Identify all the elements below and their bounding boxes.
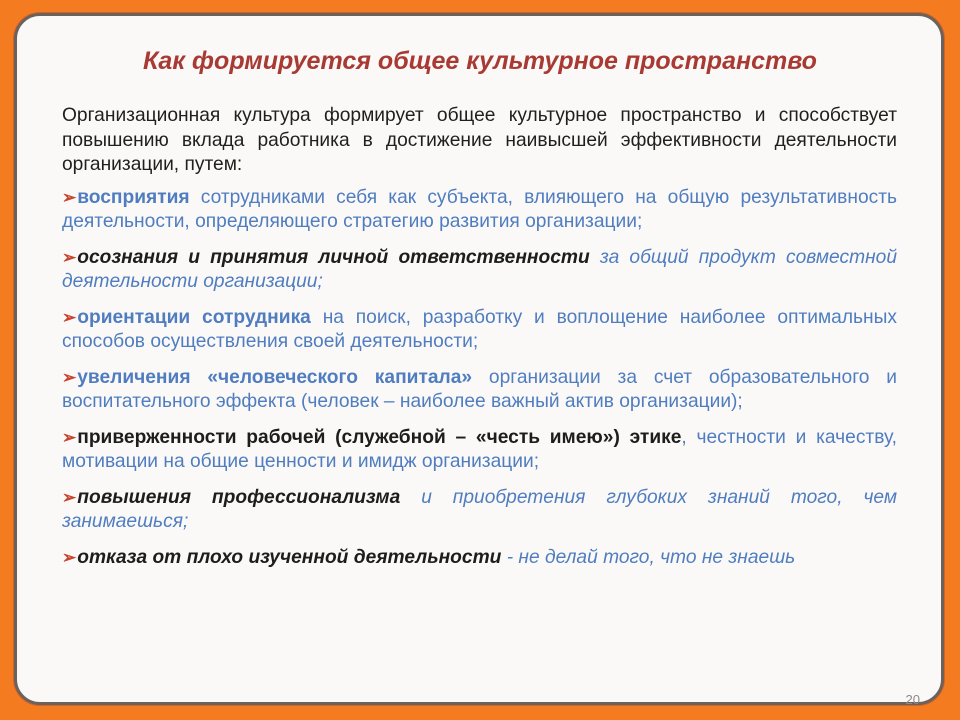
intro-paragraph: Организационная культура формирует общее культурное пространство и способствует повышению вклада работника в достижение наивысшей эффективности деятельности организации, путем: [62, 105, 897, 175]
list-item [62, 306, 897, 355]
page-number: 20 [905, 692, 920, 707]
item-text: на поиск, разработку и воплощение наиболее оптимальных способов осуществления своей деятельности; [62, 306, 897, 352]
bullet-arrow-icon: ➢ [62, 187, 77, 207]
item-key: увеличения «человеческого капитала» [77, 366, 473, 388]
item-key: осознания и принятия личной ответственности [77, 246, 590, 268]
item-key: приверженности рабочей (служебной – «честь имею») этике [77, 426, 682, 448]
bullet-arrow-icon: ➢ [62, 247, 77, 267]
item-key: ориентации сотрудника [77, 306, 311, 328]
bullet-arrow-icon: ➢ [62, 307, 77, 327]
slide-content [62, 104, 897, 581]
list-item [62, 486, 897, 535]
list-item [62, 366, 897, 415]
item-text: сотрудниками себя как субъекта, влияющего на общую результативность деятельности, определяющего стратегию развития организации; [62, 186, 897, 232]
item-key: отказа от плохо изученной деятельности [77, 546, 502, 568]
item-text: организации за счет образовательного и воспитательного эффекта (человек – наиболее важный актив организации); [62, 366, 897, 412]
item-key: повышения профессионализма [77, 486, 401, 508]
item-text: - не делай того, что не знаешь [501, 546, 796, 568]
list-item [62, 186, 897, 235]
bullet-arrow-icon: ➢ [62, 547, 77, 567]
bullet-arrow-icon: ➢ [62, 487, 77, 507]
item-key: восприятия [77, 186, 190, 208]
list-item [62, 246, 897, 295]
list-item [62, 546, 897, 571]
bullet-arrow-icon: ➢ [62, 367, 77, 387]
item-text: за общий продукт совместной деятельности организации; [62, 246, 897, 292]
item-text: и приобретения глубоких знаний того, чем занимаешься; [62, 486, 898, 532]
item-text: , честности и качеству, мотивации на общие ценности и имидж организации; [62, 426, 897, 472]
bullet-arrow-icon: ➢ [62, 427, 77, 447]
slide-title: Как формируется общее культурное пространство [143, 47, 817, 75]
list-item [62, 426, 897, 475]
